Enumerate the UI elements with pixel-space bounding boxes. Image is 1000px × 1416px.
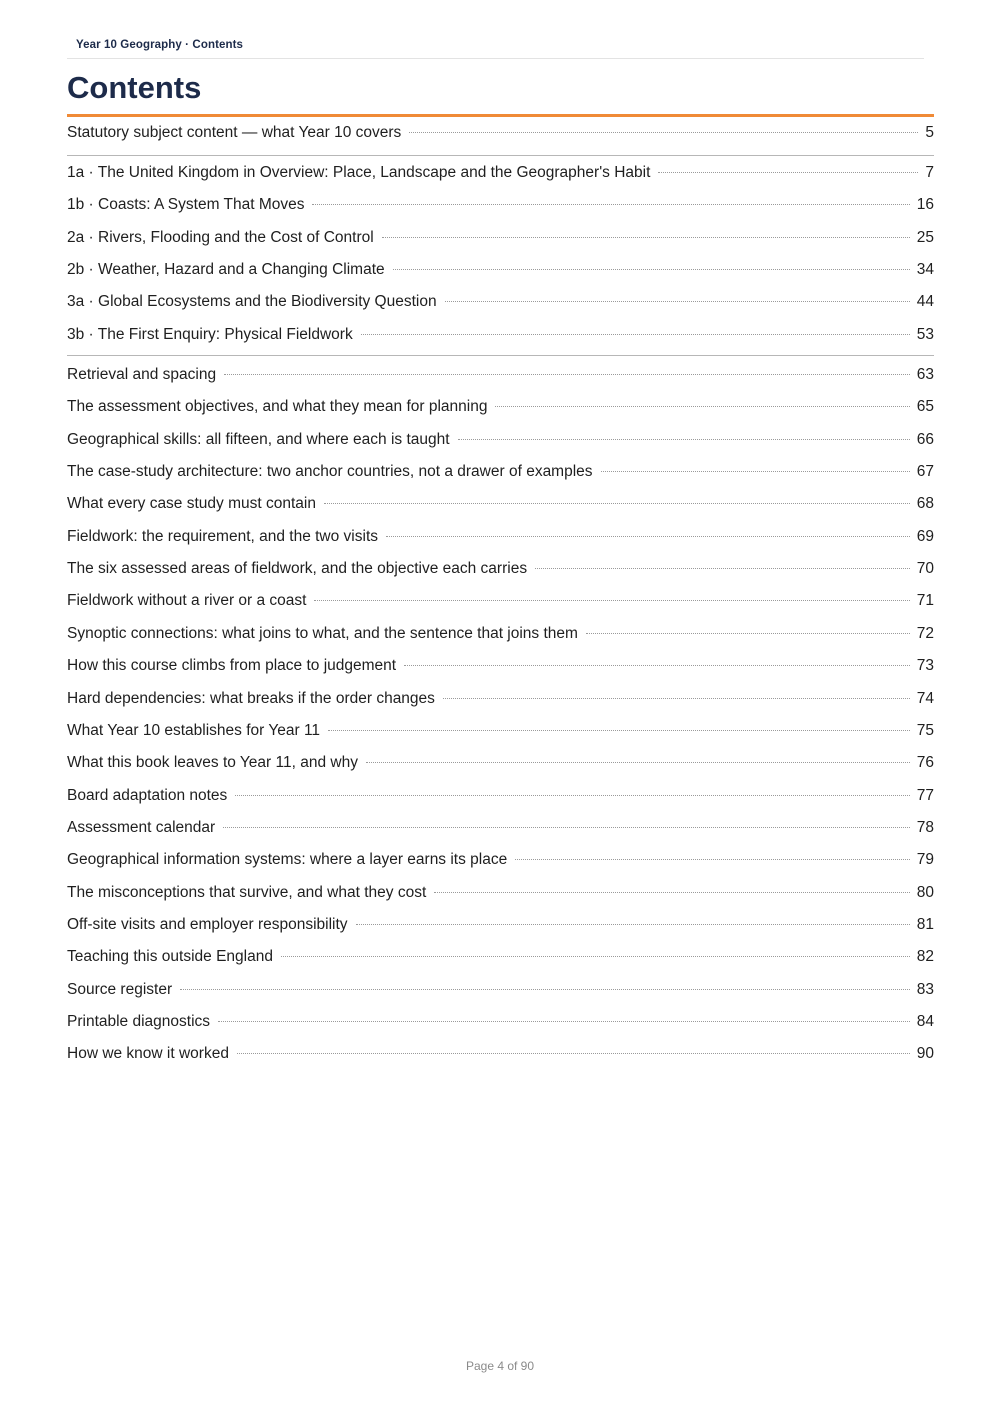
toc-entry[interactable] [67,980,934,1000]
toc-entry-title[interactable]: 2a · Rivers, Flooding and the Cost of Control [67,228,374,246]
toc-page-number[interactable]: 53 [916,325,934,343]
toc-entry-title[interactable]: Board adaptation notes [67,786,228,804]
toc-dot-leader [601,471,910,472]
toc-dot-leader [409,132,918,133]
toc-entry-title[interactable]: Source register [67,980,173,998]
toc-entry-title[interactable]: Fieldwork: the requirement, and the two visits [67,527,378,545]
toc-page-number[interactable]: 25 [916,228,934,246]
toc-dot-leader [458,439,910,440]
toc-entry-title[interactable]: How we know it worked [67,1045,229,1063]
toc-entry-title[interactable]: 3a · Global Ecosystems and the Biodiversity Question [67,293,437,311]
toc-entry[interactable] [67,325,934,345]
toc-page-number[interactable]: 76 [916,754,934,772]
toc-entry[interactable] [67,656,934,676]
toc-entry-title[interactable]: Synoptic connections: what joins to what, and the sentence that joins them [67,624,578,642]
toc-page-number[interactable]: 7 [925,164,934,181]
toc-page-number[interactable]: 63 [916,366,934,383]
toc-entry[interactable] [67,753,934,773]
toc-dot-leader [586,633,910,634]
toc-entry-title[interactable]: 1a · The United Kingdom in Overview: Place, Landscape and the Geographer's Habit [67,164,651,181]
toc-dot-leader [515,859,910,860]
toc-page-number[interactable]: 74 [916,689,934,707]
toc-page-number[interactable]: 82 [916,948,934,966]
toc-dot-leader [382,237,910,238]
toc-entry-title[interactable]: Hard dependencies: what breaks if the order changes [67,689,435,707]
toc-dot-leader [180,989,910,990]
toc-dot-leader [218,1021,910,1022]
toc-entry[interactable] [67,883,934,903]
toc-dot-leader [495,406,909,407]
toc-entry[interactable] [67,559,934,579]
toc-page-number[interactable]: 83 [916,980,934,998]
toc-dot-leader [237,1053,910,1054]
page-number-footer: Page 4 of 90 [465,1359,535,1373]
table-of-contents [67,0,934,1416]
toc-entry[interactable] [67,850,934,870]
toc-entry[interactable] [67,527,934,547]
toc-page-number[interactable]: 69 [916,527,934,545]
toc-entry[interactable] [67,591,934,611]
toc-page-number[interactable]: 16 [916,196,934,214]
toc-entry[interactable] [67,1012,934,1032]
toc-page-number[interactable]: 72 [916,624,934,642]
toc-dot-leader [404,665,910,666]
toc-dot-leader [434,892,909,893]
toc-page-number[interactable]: 5 [925,124,934,141]
toc-entry[interactable] [67,365,934,385]
toc-entry[interactable] [67,123,934,143]
toc-entry-title[interactable]: Off-site visits and employer responsibility [67,915,348,933]
toc-entry[interactable] [67,624,934,644]
toc-page-number[interactable]: 44 [916,293,934,311]
toc-page-number[interactable]: 79 [916,851,934,869]
toc-entry[interactable] [67,462,934,482]
toc-entry[interactable] [67,689,934,709]
toc-entry-title[interactable]: Fieldwork without a river or a coast [67,592,307,610]
section-divider [67,155,934,156]
toc-entry-title[interactable]: How this course climbs from place to judgement [67,657,397,675]
toc-entry[interactable] [67,721,934,741]
toc-page-number[interactable]: 68 [916,495,934,513]
running-header: Year 10 Geography · Contents [76,39,244,51]
toc-dot-leader [312,204,909,205]
toc-page-number[interactable]: 75 [916,721,934,739]
toc-page-number[interactable]: 77 [916,786,934,804]
toc-entry[interactable] [67,786,934,806]
toc-entry-title[interactable]: Assessment calendar [67,818,216,836]
toc-page-number[interactable]: 80 [916,883,934,901]
toc-entry-title[interactable]: What this book leaves to Year 11, and why [67,754,358,772]
toc-entry-title[interactable]: Statutory subject content — what Year 10 covers [67,124,402,141]
toc-dot-leader [356,924,910,925]
toc-dot-leader [235,795,909,796]
toc-dot-leader [386,536,910,537]
toc-entry-title[interactable]: The case-study architecture: two anchor countries, not a drawer of examples [67,463,593,481]
toc-dot-leader [443,698,910,699]
toc-page-number[interactable]: 81 [916,915,934,933]
toc-dot-leader [366,762,910,763]
toc-page-number[interactable]: 90 [916,1045,934,1063]
section-divider [67,355,934,356]
toc-dot-leader [223,827,910,828]
toc-dot-leader [535,568,910,569]
toc-dot-leader [445,301,910,302]
toc-dot-leader [324,503,910,504]
toc-entry-title[interactable]: Geographical skills: all fifteen, and where each is taught [67,430,450,448]
toc-entry[interactable] [67,947,934,967]
toc-page-number[interactable]: 70 [916,560,934,578]
toc-entry-title[interactable]: The assessment objectives, and what they mean for planning [67,398,488,416]
page-title: Contents [67,70,202,105]
toc-entry-title[interactable]: Geographical information systems: where a layer earns its place [67,851,508,869]
toc-entry[interactable] [67,163,934,183]
toc-entry-title[interactable]: 1b · Coasts: A System That Moves [67,196,305,214]
toc-dot-leader [224,374,910,375]
toc-page-number[interactable]: 67 [916,463,934,481]
toc-entry[interactable] [67,430,934,450]
toc-page-number[interactable]: 71 [916,592,934,610]
toc-entry[interactable] [67,494,934,514]
toc-entry-title[interactable]: Retrieval and spacing [67,366,217,383]
toc-entry[interactable] [67,1044,934,1064]
toc-entry[interactable] [67,228,934,248]
toc-entry-title[interactable]: What Year 10 establishes for Year 11 [67,721,321,739]
toc-dot-leader [281,956,910,957]
toc-dot-leader [393,269,910,270]
toc-entry[interactable] [67,292,934,312]
toc-entry-title[interactable]: The six assessed areas of fieldwork, and the objective each carries [67,560,528,578]
toc-entry-title[interactable]: 3b · The First Enquiry: Physical Fieldwork [67,325,353,343]
toc-entry-title[interactable]: Teaching this outside England [67,948,273,966]
toc-page-number[interactable]: 66 [916,430,934,448]
toc-dot-leader [328,730,910,731]
toc-entry[interactable] [67,260,934,280]
toc-dot-leader [361,334,910,335]
toc-entry[interactable] [67,195,934,215]
toc-dot-leader [658,172,918,173]
toc-page-number[interactable]: 73 [916,657,934,675]
toc-entry[interactable] [67,397,934,417]
toc-entry-title[interactable]: The misconceptions that survive, and what they cost [67,883,427,901]
toc-page-number[interactable]: 65 [916,398,934,416]
toc-entry-title[interactable]: Printable diagnostics [67,1013,211,1030]
toc-dot-leader [314,600,909,601]
toc-entry-title[interactable]: 2b · Weather, Hazard and a Changing Climate [67,261,385,279]
toc-page-number[interactable]: 78 [916,818,934,836]
toc-entry[interactable] [67,818,934,838]
toc-entry[interactable] [67,915,934,935]
toc-entry-title[interactable]: What every case study must contain [67,495,316,513]
toc-page-number[interactable]: 84 [916,1013,934,1030]
toc-page-number[interactable]: 34 [916,261,934,279]
